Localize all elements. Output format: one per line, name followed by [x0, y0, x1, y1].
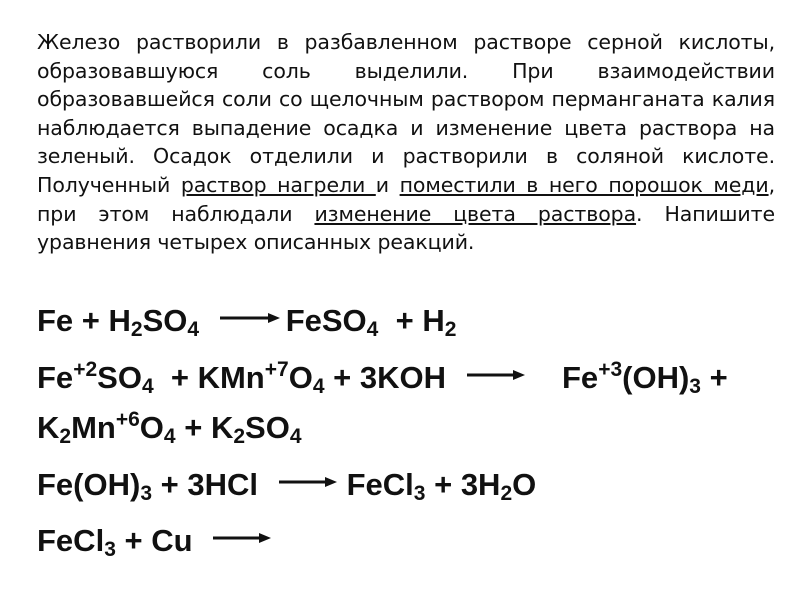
- formula-text: O: [512, 467, 537, 502]
- subscript: 4: [163, 425, 176, 448]
- formula-text: + 3H: [425, 467, 501, 502]
- equation-1: [37, 303, 456, 339]
- formula-text: Fe(OH): [37, 467, 141, 502]
- subscript: 2: [130, 318, 143, 341]
- formula-text: (OH): [622, 360, 690, 395]
- reaction-arrow-icon: [220, 313, 280, 323]
- subscript: 3: [413, 482, 426, 505]
- subscript: 2: [444, 318, 457, 341]
- formula-text: Fe + H: [37, 303, 131, 338]
- underlined-heated-solution: раствор нагрели: [180, 172, 376, 197]
- reaction-arrow-icon: [467, 370, 525, 380]
- equation-4: [37, 523, 271, 559]
- reaction-arrow-icon: [279, 477, 337, 487]
- formula-text: O: [139, 410, 164, 445]
- formula-text: + H: [386, 303, 445, 338]
- problem-text-part: Железо растворили в разбавленном растворе серной кислоты, образовавшуюся соль выделили. При взаимодействии образовавшейся соли со щелочным раствором перманганата калия наблюдается выпадение осадка и изменение цвета раствора на зеленый. Осадок отделили и растворили в соляной кислоте. Полученный: [37, 30, 775, 197]
- subscript: 4: [187, 318, 200, 341]
- formula-text: +: [700, 360, 728, 395]
- subscript: 2: [233, 425, 246, 448]
- formula-text: Fe: [37, 360, 74, 395]
- reaction-arrow-icon: [213, 533, 271, 543]
- formula-text: FeSO: [285, 303, 367, 338]
- equation-2-line-2: [37, 410, 302, 446]
- formula-text: + 3KOH: [324, 360, 446, 395]
- formula-text: + Cu: [115, 523, 193, 558]
- formula-text: Fe: [562, 360, 599, 395]
- formula-text: K: [37, 410, 60, 445]
- formula-text: Mn: [71, 410, 116, 445]
- subscript: 3: [689, 375, 701, 398]
- subscript: 4: [312, 375, 325, 398]
- subscript: 2: [59, 425, 72, 448]
- formula-text: + K: [175, 410, 234, 445]
- subscript: 2: [500, 482, 513, 505]
- formula-text: SO: [245, 410, 290, 445]
- equation-3: [37, 467, 536, 503]
- subscript: 4: [141, 375, 154, 398]
- underlined-copper-powder: поместили в него порошок меди: [399, 172, 769, 197]
- oxidation-state: +2: [73, 358, 98, 381]
- problem-text: [37, 28, 775, 257]
- oxidation-state: +3: [598, 358, 623, 381]
- oxidation-state: +7: [264, 358, 289, 381]
- formula-text: FeCl: [346, 467, 414, 502]
- equation-2-line-1: [37, 360, 525, 396]
- formula-text: O: [288, 360, 313, 395]
- formula-text: FeCl: [37, 523, 105, 558]
- equation-2-product: [562, 360, 728, 396]
- underlined-color-change: изменение цвета раствора: [314, 201, 637, 226]
- formula-text: + KMn: [162, 360, 265, 395]
- problem-text-part: , при этом наблюдали: [37, 172, 775, 226]
- subscript: 4: [289, 425, 302, 448]
- subscript: 4: [366, 318, 379, 341]
- problem-text-part: и: [375, 172, 400, 197]
- subscript: 3: [104, 538, 116, 561]
- problem-text-part: . Напишите уравнения четырех описанных реакций.: [37, 201, 775, 255]
- formula-text: SO: [97, 360, 142, 395]
- subscript: 3: [140, 482, 153, 505]
- oxidation-state: +6: [115, 408, 140, 431]
- formula-text: SO: [142, 303, 188, 338]
- formula-text: + 3HCl: [152, 467, 258, 502]
